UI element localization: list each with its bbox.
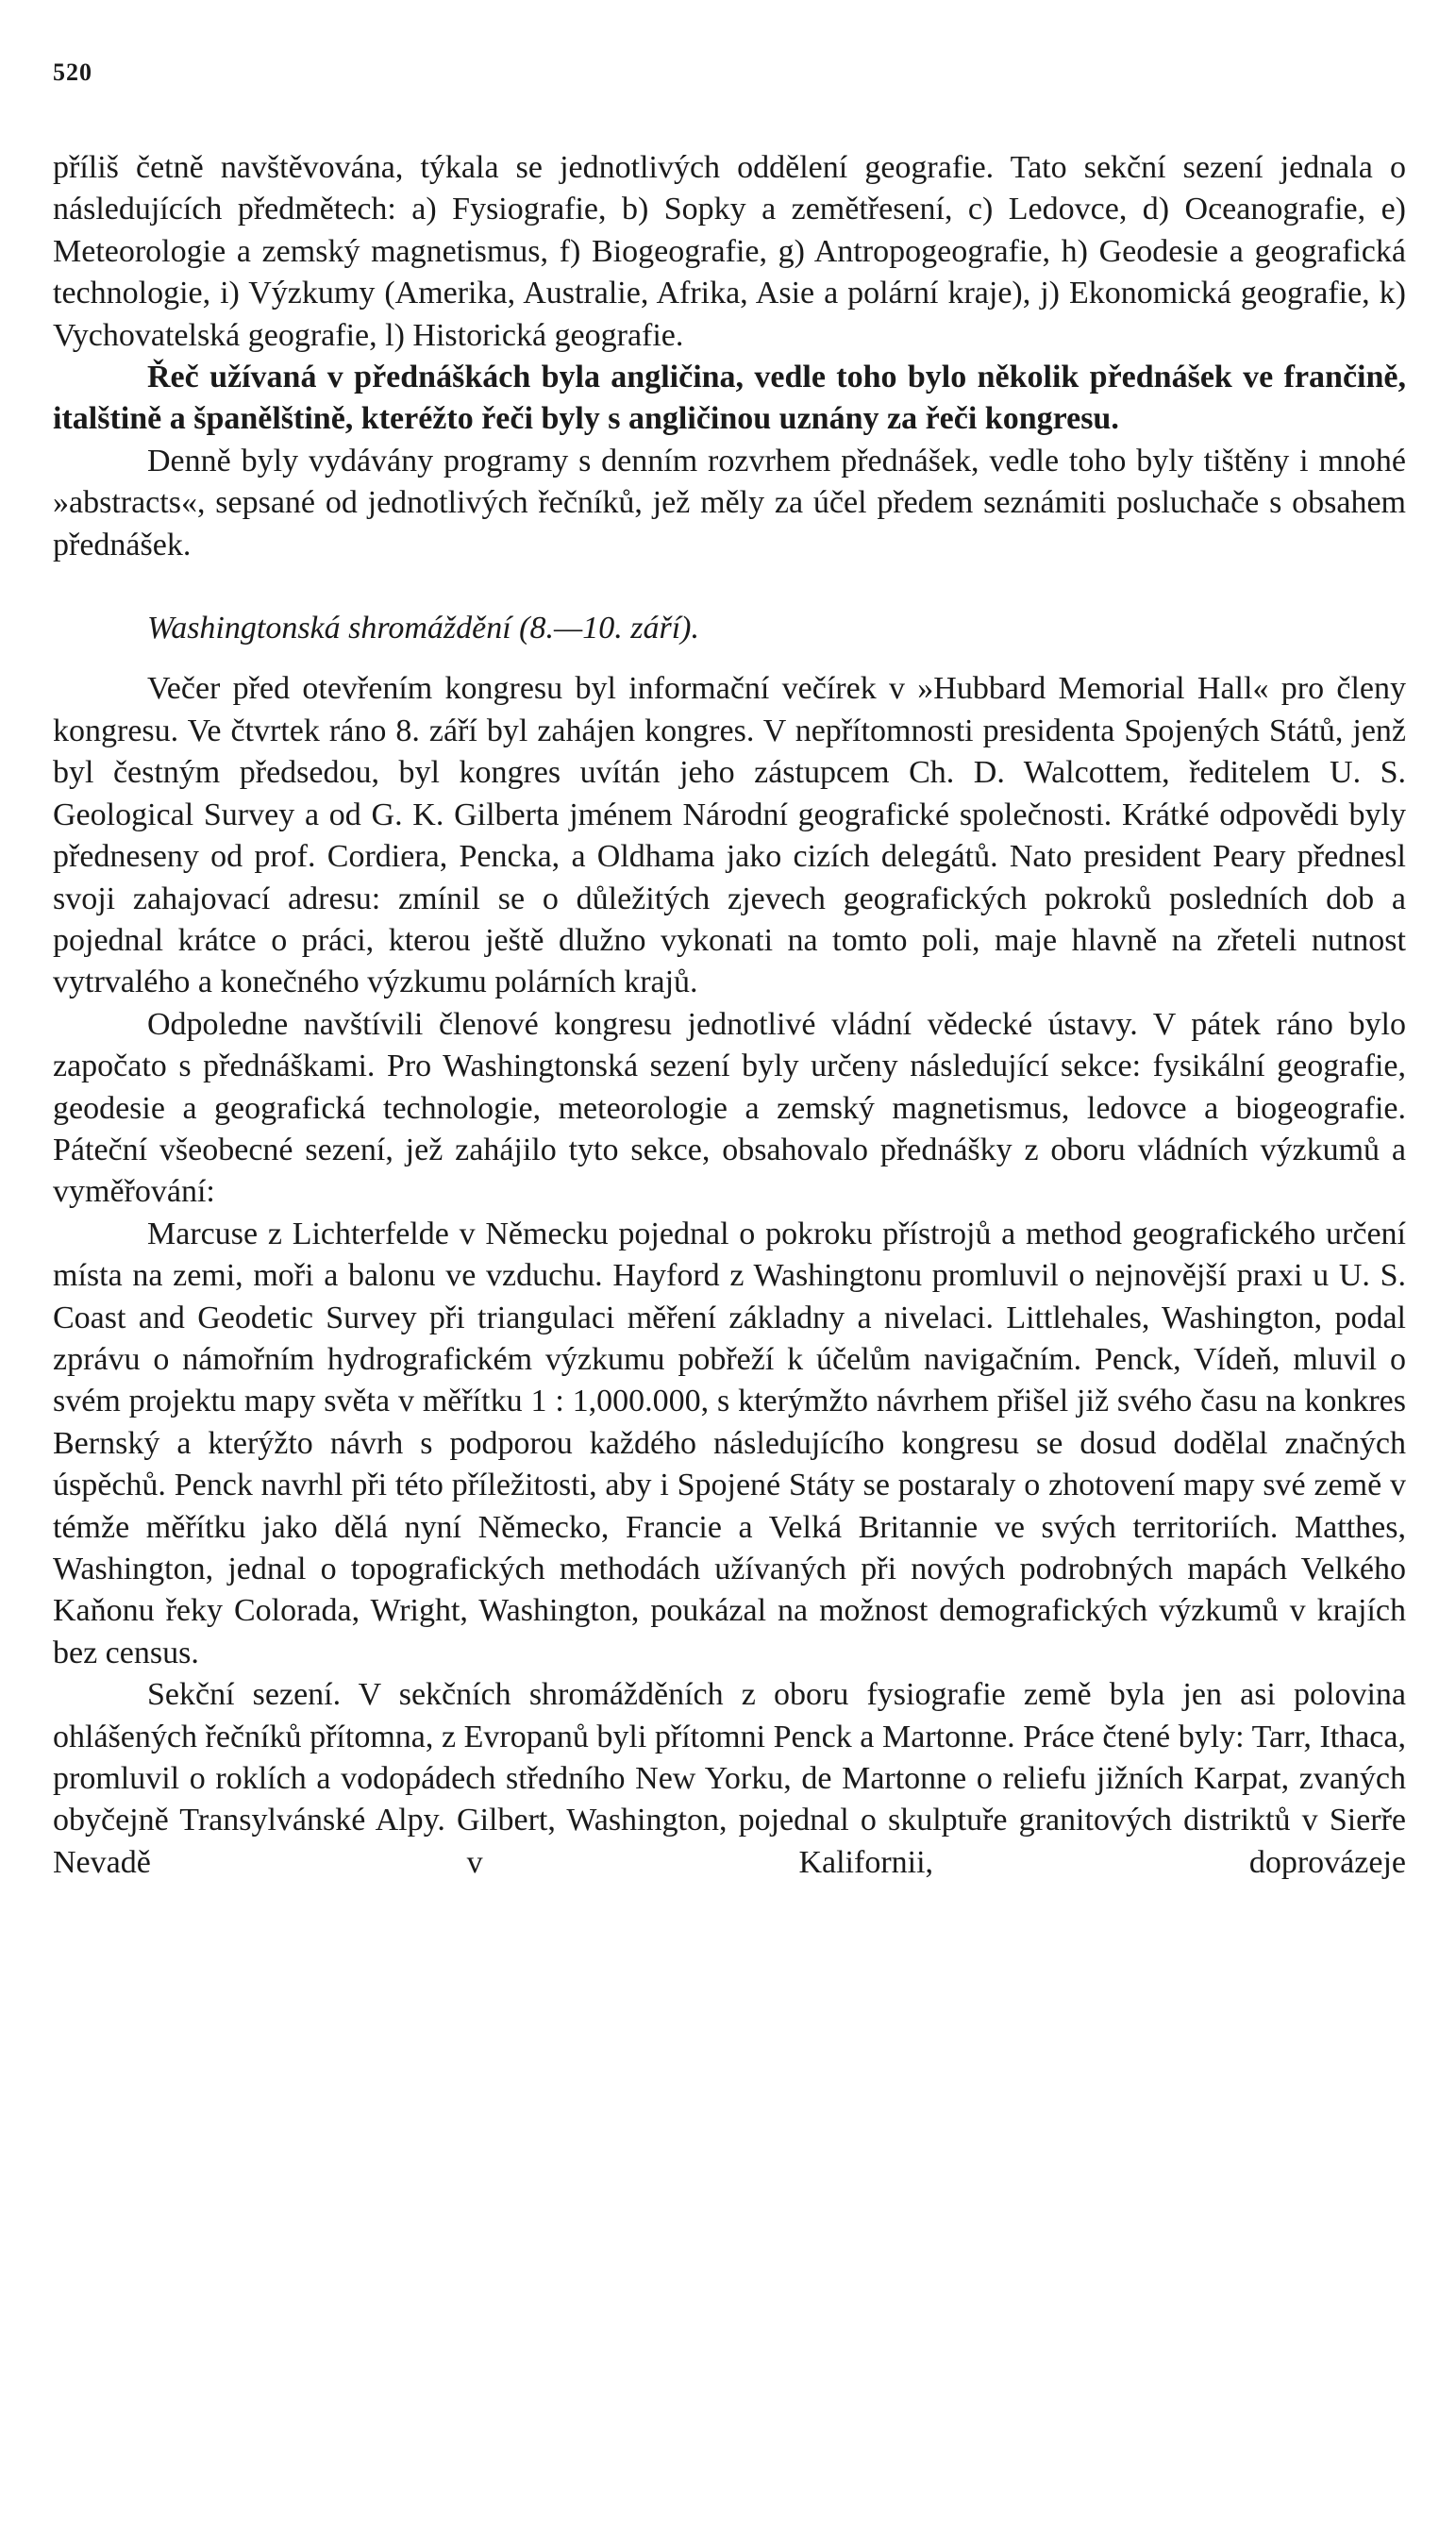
page-number: 520 [53,59,92,86]
paragraph-sections: příliš četně navštěvována, týkala se jednotlivých oddělení geografie. Tato sekční sezení jednala o následujících předmětech: a) Fysiografie, b) Sopky a zemětřesení, c) Ledovce, d) Oceanografie, e) Meteorologie a zemský magnetismus, f) Biogeografie, g) Antropogeografie, h) Geodesie a geografická technologie, i) Výzkumy (Amerika, Australie, Afrika, Asie a polární kraje), j) Ekonomická geografie, k) Vychovatelská geografie, l) Historická geografie. [53,150,1406,353]
paragraph-afternoon: Odpoledne navštívili členové kongresu jednotlivé vládní vědecké ústavy. V pátek ráno bylo započato s přednáškami. Pro Washingtonská sezení byly určeny následující sekce: fysikální geografie, geodesie a geografická technologie, meteorologie a zemský magnetismus, ledovce a biogeografie. Páteční všeobecné sezení, jež zahájilo tyto sekce, obsahovalo přednášky z oboru vládních výzkumů a vyměřování: [53,1006,1406,1210]
section-heading: Washingtonská shromáždění (8.—10. září). [147,611,699,646]
paragraph-programs: Denně byly vydávány programy s denním rozvrhem přednášek, vedle toho byly tištěny i mnohé »abstracts«, sepsané od jednotlivých řečníků, jež měly za účel předem seznámiti posluchače s obsahem přednášek. [53,443,1406,562]
paragraph-language: Řeč užívaná v přednáškách byla angličina, vedle toho bylo několik přednášek ve frančině, italštině a španělštině, kteréžto řeči byly s angličinou uznány za řeči kongresu. [53,360,1406,437]
paragraph-lectures: Marcuse z Lichterfelde v Německu pojednal o pokroku přístrojů a method geografického určení místa na zemi, moři a balonu ve vzduchu. Hayford z Washingtonu promluvil o nejnovější praxi u U. S. Coast and Geodetic Survey při triangulaci měření základny a nivelaci. Littlehales, Washington, podal zprávu o námořním hydrografickém výzkumu pobřeží k účelům navigačním. Penck, Vídeň, mluvil o svém projektu mapy světa v měřítku 1 : 1,000.000, s kterýmžto návrhem přišel již svého času na konkres Bernský a kterýžto návrh s podporou každého následujícího kongresu se dosud dodělal značných úspěchů. Penck navrhl při této příležitosti, aby i Spojené Státy se postaraly o zhotovení mapy své země v témže měřítku jako dělá nyní Německo, Francie a Velká Britannie ve svých territoriích. Matthes, Washington, jednal o topografických methodách užívaných při nových podrobných mapách Velkého Kaňonu řeky Colorada, Wright, Washington, poukázal na možnost demografických výzkumů v krajích bez census. [53,1216,1406,1670]
paragraph-section-sessions: Sekční sezení. V sekčních shromážděních z oboru fysiografie země byla jen asi polovina ohlášených řečníků přítomna, z Evropanů byli přítomni Penck a Martonne. Práce čtené byly: Tarr, Ithaca, promluvil o roklích a vodopádech středního New Yorku, de Martonne o reliefu jižních Karpat, zvaných obyčejně Transylvánské Alpy. Gilbert, Washington, pojednal o skulptuře granitových distriktů v Sierře Nevadě v Kalifornii, doprovázeje [53,1677,1406,1880]
paragraph-opening: Večer před otevřením kongresu byl informační večírek v »Hubbard Memorial Hall« pro členy kongresu. Ve čtvrtek ráno 8. září byl zahájen kongres. V nepřítomnosti presidenta Spojených Států, jenž byl čestným předsedou, byl kongres uvítán jeho zástupcem Ch. D. Walcottem, ředitelem U. S. Geological Survey a od G. K. Gilberta jménem Národní geografické společnosti. Krátké odpovědi byly předneseny od prof. Cordiera, Pencka, a Oldhama jako cizích delegátů. Nato president Peary přednesl svoji zahajovací adresu: zmínil se o důležitých zjevech geografických pokroků posledních dob a pojednal krátce o práci, kterou ještě dlužno vykonati na tomto poli, maje hlavně na zřeteli nutnost vytrvalého a konečného výzkumu polárních krajů. [53,671,1406,1000]
text-column [53,147,1406,1884]
